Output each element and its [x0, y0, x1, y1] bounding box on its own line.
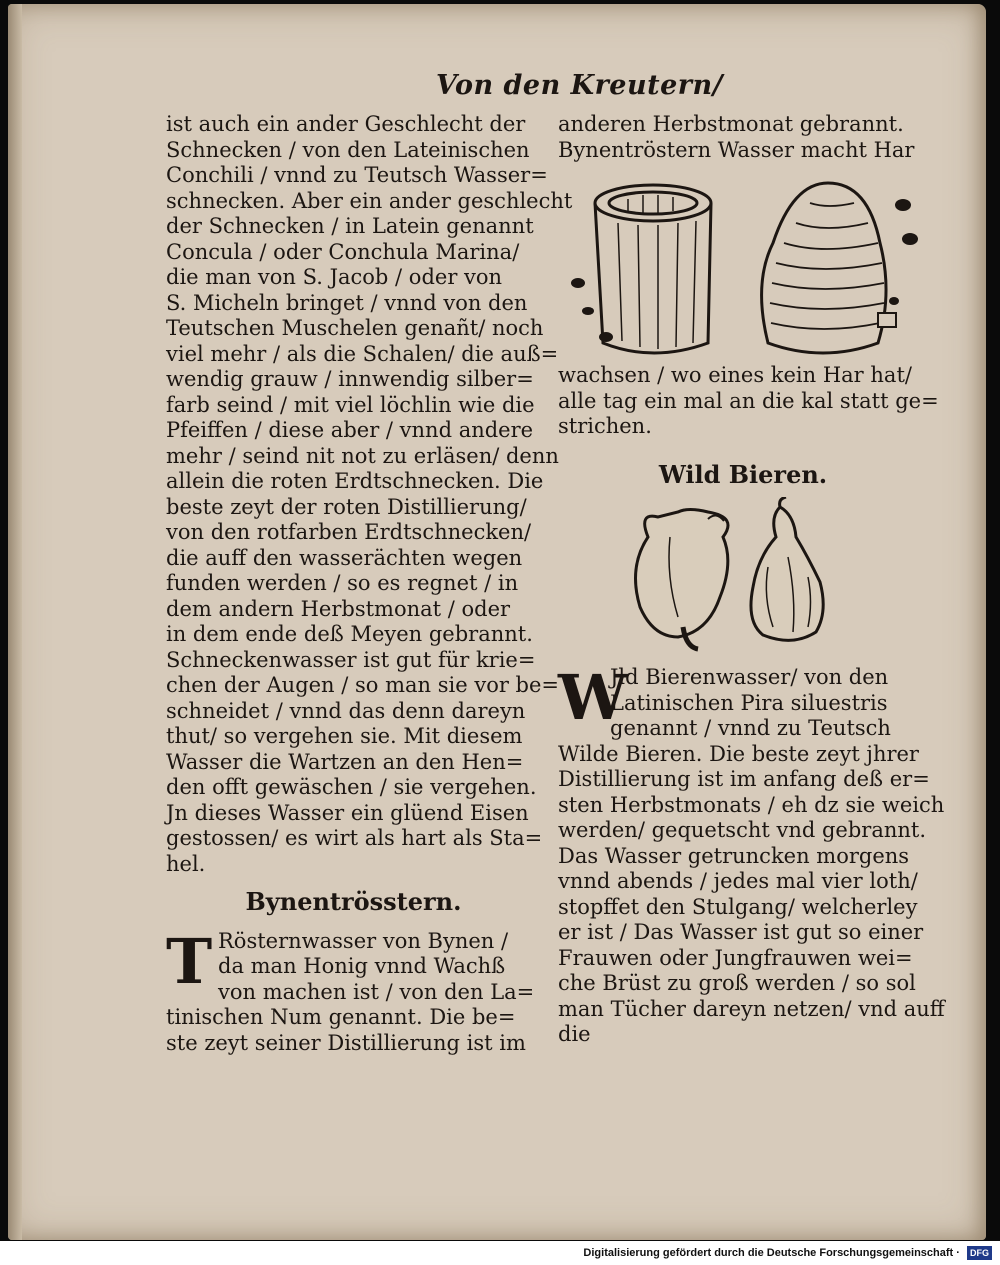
text-line: Wilde Bieren. Die beste zeyt jhrer — [558, 741, 919, 766]
text-line: alle tag ein mal an die kal statt ge= — [558, 388, 939, 413]
text-line: Schneckenwasser ist gut für krie= — [166, 647, 536, 672]
text-line: Bynentröstern Wasser macht Har — [558, 137, 915, 162]
text-line: in dem ende deß Meyen gebrannt. — [166, 622, 533, 646]
text-line: Rösternwasser von Bynen / — [218, 928, 509, 953]
text-line: Jld Bierenwasser/ von den — [610, 665, 889, 689]
text-line: von machen ist / von den La= — [218, 979, 535, 1004]
basket-hive-icon — [595, 185, 711, 353]
text-line: Schnecken / von den Lateinischen — [166, 137, 530, 162]
text-line: von den rotfarben Erdtschnecken/ — [166, 520, 532, 544]
right-column — [558, 112, 945, 1048]
text-line: Wasser die Wartzen an den Hen= — [166, 749, 524, 774]
beehive-woodcut-illustration — [558, 163, 928, 363]
text-line: viel mehr / als die Schalen/ die auß= — [166, 341, 559, 366]
text-line: Pfeiffen / diese aber / vnnd andere — [166, 418, 534, 442]
text-line: thut/ so vergehen sie. Mit diesem — [166, 724, 523, 748]
text-line: Concula / oder Conchula Marina/ — [166, 239, 520, 264]
text-line: Frauwen oder Jungfrauwen wei= — [558, 945, 913, 970]
text-line: genannt / vnnd zu Teutsch — [610, 716, 891, 740]
text-line: gestossen/ es wirt als hart als Sta= — [166, 826, 543, 850]
text-line: strichen. — [558, 414, 652, 438]
text-line: den offt gewäschen / sie vergehen. — [166, 775, 537, 799]
running-head: Von den Kreutern/ — [436, 70, 723, 101]
text-line: die auff den wasserächten wegen — [166, 545, 523, 570]
dfg-logo-icon: DFG — [967, 1246, 992, 1260]
text-line: hel. — [166, 851, 206, 876]
text-line: S. Micheln bringet / vnnd von den — [166, 290, 528, 315]
text-line: allein die roten Erdtschnecken. Die — [166, 469, 544, 493]
section-heading-wild-bieren: Wild Bieren. — [658, 459, 828, 489]
wild-bieren-paragraph — [558, 661, 928, 742]
left-body-text — [166, 112, 573, 877]
text-line: werden/ gequetscht vnd gebrannt. — [558, 818, 927, 842]
text-line: Das Wasser getruncken morgens — [558, 843, 910, 868]
bee-icon — [889, 199, 918, 305]
text-line: da man Honig vnnd Wachß — [218, 954, 506, 978]
skep-hive-icon — [762, 183, 896, 353]
pear-icon — [636, 510, 729, 650]
text-line: schnecken. Aber ein ander geschlecht — [166, 188, 573, 213]
wild-bieren-body — [558, 741, 945, 1048]
bynentroestern-paragraph — [166, 924, 541, 1057]
text-line: er ist / Das Wasser ist gut so einer — [558, 920, 924, 944]
catchword: die — [558, 1022, 591, 1046]
text-line: der Schnecken / in Latein genannt — [166, 214, 534, 238]
text-line: Latinischen Pira siluestris — [610, 690, 888, 715]
text-line: tinischen Num genannt. Die be= — [166, 1005, 516, 1029]
pear-icon — [751, 497, 823, 640]
text-line: vnnd abends / jedes mal vier loth/ — [558, 869, 918, 893]
text-line: man Tücher dareyn netzen/ vnd auff — [558, 996, 945, 1021]
book-page — [8, 4, 986, 1240]
text-line: sten Herbstmonats / eh dz sie weich — [558, 792, 945, 817]
text-line: beste zeyt der roten Distillierung/ — [166, 494, 527, 519]
text-line: farb seind / mit viel löchlin wie die — [166, 392, 535, 417]
bee-icon — [571, 278, 613, 342]
text-line: ste zeyt seiner Distillierung ist im — [166, 1030, 526, 1055]
digitization-footer — [0, 1241, 1000, 1265]
wild-pears-woodcut-illustration — [558, 497, 928, 657]
drop-cap: T — [166, 924, 213, 998]
text-line: Conchili / vnnd zu Teutsch Wasser= — [166, 163, 548, 187]
text-line: schneidet / vnnd das denn dareyn — [166, 698, 526, 723]
text-line: stopffet den Stulgang/ welcherley — [558, 894, 918, 919]
text-line: che Brüst zu groß werden / so sol — [558, 971, 916, 995]
footer-text: Digitalisierung gefördert durch die Deutsche Forschungsgemeinschaft · — [583, 1247, 960, 1259]
section-heading-bynentroestern: Bynentrösstern. — [245, 887, 462, 916]
drop-cap: W — [558, 661, 628, 734]
text-line: Distillierung ist im anfang deß er= — [558, 767, 930, 791]
left-column — [166, 112, 573, 1056]
text-line: funden werden / so es regnet / in — [166, 571, 519, 595]
text-line: mehr / seind nit not zu erläsen/ denn — [166, 443, 559, 468]
text-line: anderen Herbstmonat gebrannt. — [558, 112, 904, 136]
text-line: Teutschen Muschelen genañt/ noch — [166, 316, 544, 340]
page-edge — [8, 4, 22, 1240]
text-line: Jn dieses Wasser ein glüend Eisen — [166, 800, 529, 825]
text-line: die man von S. Jacob / oder von — [166, 265, 503, 289]
text-line: wachsen / wo eines kein Har hat/ — [558, 363, 912, 387]
text-line: chen der Augen / so man sie vor be= — [166, 673, 560, 697]
text-line: wendig grauw / innwendig silber= — [166, 367, 534, 391]
text-line: dem andern Herbstmonat / oder — [166, 596, 511, 621]
text-line: ist auch ein ander Geschlecht der — [166, 112, 526, 136]
